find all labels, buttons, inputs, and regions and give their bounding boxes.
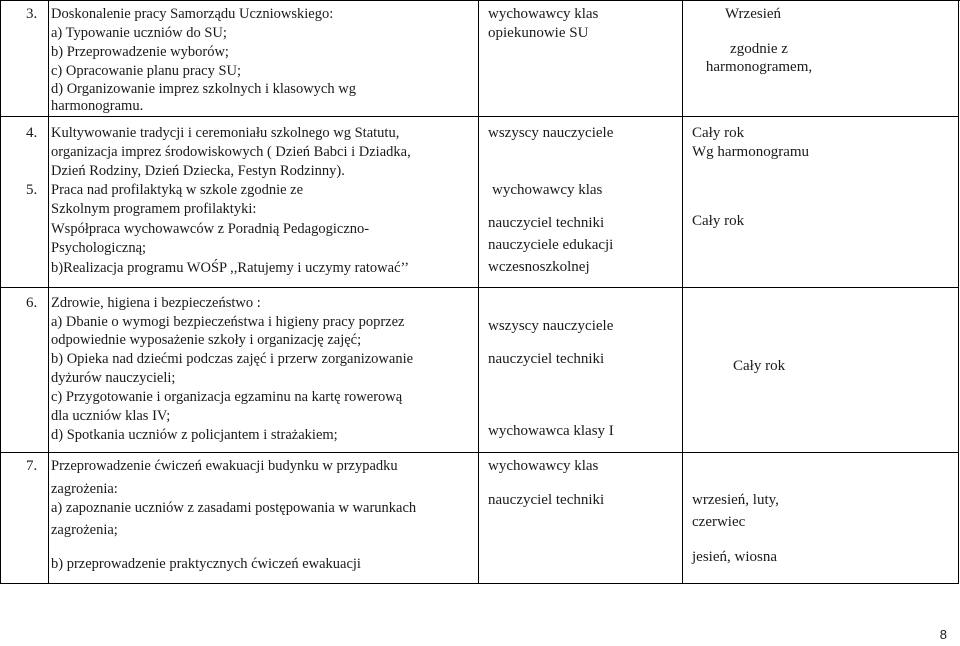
row-divider-2: [0, 287, 959, 288]
task-line: Psychologiczną;: [51, 240, 147, 256]
task-line: b) Przeprowadzenie wyborów;: [51, 44, 229, 60]
responsible-text: nauczyciel techniki: [488, 351, 605, 367]
responsible-text: wszyscy nauczyciele: [488, 125, 614, 141]
task-line: b) przeprowadzenie praktycznych ćwiczeń ewakuacji: [51, 556, 361, 572]
item-number-4: 4.: [26, 125, 38, 141]
deadline-text: czerwiec: [692, 514, 746, 530]
task-line: harmonogramu.: [51, 98, 144, 114]
task-line: b) Opieka nad dziećmi podczas zajęć i przerw zorganizowanie: [51, 351, 414, 367]
task-line: organizacja imprez środowiskowych ( Dzień Babci i Dziadka,: [51, 144, 411, 160]
task-line: a) zapoznanie uczniów z zasadami postępowania w warunkach: [51, 500, 417, 516]
column-divider-3: [682, 0, 683, 584]
deadline-text: jesień, wiosna: [692, 549, 777, 565]
responsible-text: opiekunowie SU: [488, 25, 589, 41]
table-border-bottom: [0, 583, 959, 584]
task-line: b)Realizacja programu WOŚP ,,Ratujemy i uczymy ratować’’: [51, 260, 410, 276]
item-number-6: 6.: [26, 295, 38, 311]
task-heading: Doskonalenie pracy Samorządu Uczniowskiego:: [51, 6, 334, 22]
task-heading: Przeprowadzenie ćwiczeń ewakuacji budynku w przypadku: [51, 458, 398, 474]
table-border-left: [0, 0, 1, 584]
deadline-text: Wg harmonogramu: [692, 144, 810, 160]
task-heading: Zdrowie, higiena i bezpieczeństwo :: [51, 295, 261, 311]
task-line: Współpraca wychowawców z Poradnią Pedagogiczno-: [51, 221, 370, 237]
page-number: 8: [939, 627, 947, 642]
deadline-text: harmonogramem,: [705, 59, 813, 75]
item-number-3: 3.: [26, 6, 38, 22]
task-line: c) Opracowanie planu pracy SU;: [51, 63, 242, 79]
row-divider-3: [0, 452, 959, 453]
table-border-top: [0, 0, 960, 1]
deadline-text: Wrzesień: [724, 6, 782, 22]
deadline-text: Cały rok: [733, 358, 786, 374]
task-line: Praca nad profilaktyką w szkole zgodnie ze: [51, 182, 304, 198]
row-divider-1: [0, 116, 959, 117]
task-line: Kultywowanie tradycji i ceremoniału szkolnego wg Statutu,: [51, 125, 400, 141]
column-divider-1: [48, 0, 49, 584]
task-line: odpowiednie wyposażenie szkoły i organizację zajęć;: [51, 332, 362, 348]
deadline-text: wrzesień, luty,: [692, 492, 779, 508]
responsible-text: nauczyciele edukacji: [488, 237, 614, 253]
deadline-text: zgodnie z: [730, 41, 788, 57]
responsible-text: wychowawcy klas: [492, 182, 603, 198]
item-number-7: 7.: [26, 458, 38, 474]
responsible-text: wychowawca klasy I: [488, 423, 614, 439]
responsible-text: nauczyciel techniki: [488, 215, 605, 231]
responsible-text: wychowawcy klas: [488, 458, 599, 474]
task-line: dyżurów nauczycieli;: [51, 370, 176, 386]
task-line: a) Dbanie o wymogi bezpieczeństwa i higieny pracy poprzez: [51, 314, 405, 330]
responsible-text: wszyscy nauczyciele: [488, 318, 614, 334]
deadline-text: Cały rok: [692, 213, 745, 229]
task-line: d) Organizowanie imprez szkolnych i klasowych wg: [51, 81, 356, 97]
item-number-5: 5.: [26, 182, 38, 198]
deadline-text: Cały rok: [692, 125, 745, 141]
responsible-text: wczesnoszkolnej: [488, 259, 590, 275]
task-line: d) Spotkania uczniów z policjantem i strażakiem;: [51, 427, 338, 443]
task-line: a) Typowanie uczniów do SU;: [51, 25, 227, 41]
task-line: Dzień Rodziny, Dzień Dziecka, Festyn Rodzinny).: [51, 163, 345, 179]
task-line: Szkolnym programem profilaktyki:: [51, 201, 257, 217]
task-line: c) Przygotowanie i organizacja egzaminu na kartę rowerową: [51, 389, 403, 405]
responsible-text: wychowawcy klas: [488, 6, 599, 22]
task-line: zagrożenia:: [51, 481, 118, 497]
responsible-text: nauczyciel techniki: [488, 492, 605, 508]
table-border-right: [958, 0, 959, 584]
column-divider-2: [478, 0, 479, 584]
task-line: dla uczniów klas IV;: [51, 408, 171, 424]
task-line: zagrożenia;: [51, 522, 118, 538]
